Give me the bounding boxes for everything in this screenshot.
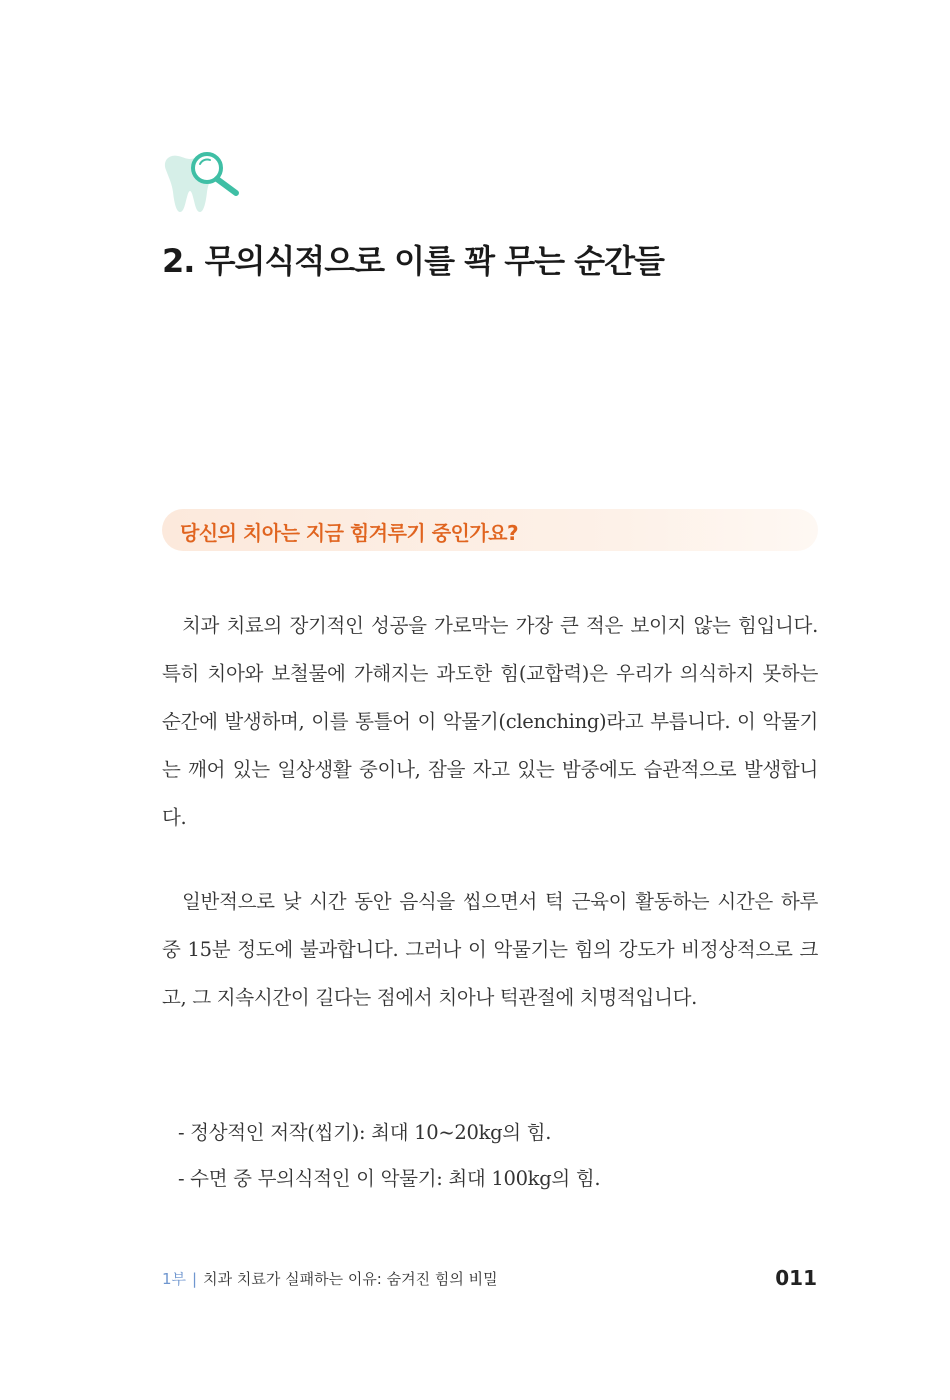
section-heading-banner bbox=[162, 509, 818, 551]
body-paragraph: 치과 치료의 장기적인 성공을 가로막는 가장 큰 적은 보이지 않는 힘입니다. 특히 치아와 보철물에 가해지는 과도한 힘(교합력)은 우리가 의식하지 못하는 순간에 발생하며, 이를 통틀어 이 악물기(clenching)라고 부릅니다. 이 악물기는 깨어 있는 일상생활 중이나, 잠을 자고 있는 밤중에도 습관적으로 발생합니다. bbox=[162, 614, 818, 829]
page-number: 011 bbox=[775, 1266, 817, 1290]
body-paragraph-block bbox=[162, 878, 818, 1022]
list-item: - 수면 중 무의식적인 이 악물기: 최대 100kg의 힘. bbox=[178, 1167, 601, 1190]
footer-separator: | bbox=[192, 1270, 198, 1288]
running-footer bbox=[162, 1268, 498, 1289]
bite-force-list bbox=[178, 1110, 600, 1202]
tooth-magnifier-icon bbox=[160, 148, 244, 216]
chapter-title: 2. 무의식적으로 이를 꽉 무는 순간들 bbox=[162, 242, 664, 280]
body-paragraph: 일반적으로 낮 시간 동안 음식을 씹으면서 턱 근육이 활동하는 시간은 하루 중 15분 정도에 불과합니다. 그러나 이 악물기는 힘의 강도가 비정상적으로 크고, 그 지속시간이 길다는 점에서 치아나 턱관절에 치명적입니다. bbox=[162, 890, 818, 1009]
section-heading: 당신의 치아는 지금 힘겨루기 중인가요? bbox=[180, 521, 519, 545]
footer-part-label: 1부 bbox=[162, 1270, 187, 1288]
list-item: - 정상적인 저작(씹기): 최대 10~20kg의 힘. bbox=[178, 1121, 552, 1144]
footer-chapter-title: 치과 치료가 실패하는 이유: 숨겨진 힘의 비밀 bbox=[203, 1270, 498, 1288]
body-paragraph-block bbox=[162, 602, 818, 842]
